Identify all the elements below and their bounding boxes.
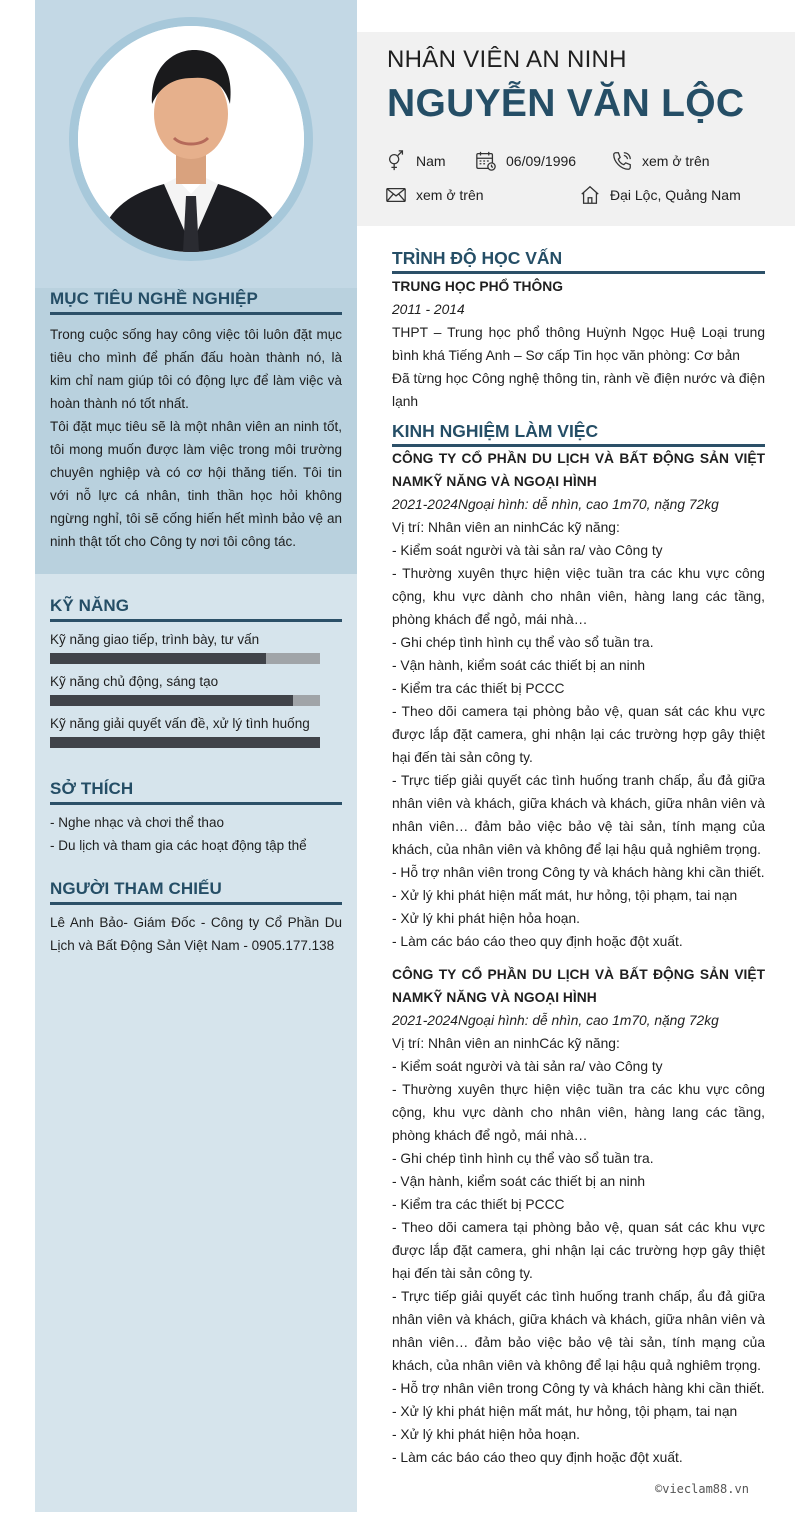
job-line: - Trực tiếp giải quyết các tình huống tranh chấp, ẩu đả giữa nhân viên và khách, giữa khách và khách, giữa nhân viên và nhân viên… đảm bảo việc bảo vệ tài sản, tính mạng của khách, của nhân viên và không để lại hậu quả nghiêm trọng. xyxy=(392,773,765,857)
main-content xyxy=(392,248,765,1469)
hobbies-heading: SỞ THÍCH xyxy=(50,779,342,805)
home-icon xyxy=(579,184,601,206)
job-line: - Thường xuyên thực hiện việc tuần tra các khu vực công cộng, khu vực dành cho nhân viên, hàng lang các tầng, phòng khách để ngỏ, mái nhà… xyxy=(392,1082,765,1143)
job-company: CÔNG TY CỔ PHẦN DU LỊCH VÀ BẤT ĐỘNG SẢN VIỆT NAMKỸ NĂNG VÀ NGOẠI HÌNH xyxy=(392,451,765,489)
skills-section xyxy=(50,596,342,748)
skill-item xyxy=(50,714,342,748)
job-line: - Kiểm tra các thiết bị PCCC xyxy=(392,1197,565,1212)
objective-text xyxy=(50,323,342,553)
address-value: Đại Lộc, Quảng Nam xyxy=(610,187,741,203)
skill-label: Kỹ năng giải quyết vấn đề, xử lý tình huống xyxy=(50,716,310,731)
objective-paragraph: Tôi đặt mục tiêu sẽ là một nhân viên an ninh tốt, tôi mong muốn được làm việc trong môi trường chuyên nghiệp và có cơ hội thăng tiến. Tôi tin với nỗ lực cá nhân, tinh thần học hỏi không ngừng nghỉ, tôi sẽ cống hiến hết mình bảo vệ an ninh thật tốt cho Công ty nơi tôi công tác. xyxy=(50,419,342,549)
hobby-item: - Du lịch và tham gia các hoạt động tập thể xyxy=(50,838,307,853)
job-line: - Xử lý khi phát hiện hỏa hoạn. xyxy=(392,911,580,926)
birthday-info xyxy=(475,150,576,172)
objective-section xyxy=(50,289,342,553)
phone-icon xyxy=(611,150,633,172)
education-school: TRUNG HỌC PHỔ THÔNG xyxy=(392,279,563,294)
job-period: 2021-2024Ngoại hình: dễ nhìn, cao 1m70, nặng 72kg xyxy=(392,497,719,512)
hobbies-section xyxy=(50,779,342,857)
skill-bar xyxy=(50,737,320,748)
job-line: - Theo dõi camera tại phòng bảo vệ, quan sát các khu vực được lắp đặt camera, ghi nhận lại các trường hợp gây thiệt hại đến tài sản công ty. xyxy=(392,704,765,765)
job-line: - Ghi chép tình hình cụ thể vào sổ tuần tra. xyxy=(392,1151,654,1166)
job-line: - Hỗ trợ nhân viên trong Công ty và khách hàng khi cần thiết. xyxy=(392,865,765,880)
birthday-value: 06/09/1996 xyxy=(506,153,577,169)
job-line: - Vận hành, kiểm soát các thiết bị an ninh xyxy=(392,658,646,673)
job-line: - Làm các báo cáo theo quy định hoặc đột xuất. xyxy=(392,934,683,949)
job-line: Vị trí: Nhân viên an ninhCác kỹ năng: xyxy=(392,520,620,535)
job-line: - Vận hành, kiểm soát các thiết bị an ninh xyxy=(392,1174,646,1189)
address-info xyxy=(579,184,741,206)
job-period: 2021-2024Ngoại hình: dễ nhìn, cao 1m70, nặng 72kg xyxy=(392,1013,719,1028)
skill-bar-fill xyxy=(50,695,293,706)
references-section xyxy=(50,879,342,957)
job-line: - Kiểm soát người và tài sản ra/ vào Công ty xyxy=(392,1059,663,1074)
watermark: ©vieclam88.vn xyxy=(655,1482,749,1496)
skill-bar-fill xyxy=(50,653,266,664)
skill-label: Kỹ năng chủ động, sáng tạo xyxy=(50,674,219,689)
education-body xyxy=(392,275,765,413)
gender-value: Nam xyxy=(416,153,446,169)
job-line: - Xử lý khi phát hiện mất mát, hư hỏng, tội phạm, tai nạn xyxy=(392,888,738,903)
phone-info xyxy=(611,150,710,172)
job-line: - Xử lý khi phát hiện mất mát, hư hỏng, tội phạm, tai nạn xyxy=(392,1404,738,1419)
skill-bar xyxy=(50,695,320,706)
education-heading: TRÌNH ĐỘ HỌC VẤN xyxy=(392,248,765,274)
objective-heading: MỤC TIÊU NGHỀ NGHIỆP xyxy=(50,289,342,315)
job-line: - Theo dõi camera tại phòng bảo vệ, quan sát các khu vực được lắp đặt camera, ghi nhận lại các trường hợp gây thiệt hại đến tài sản công ty. xyxy=(392,1220,765,1281)
skill-bar xyxy=(50,653,320,664)
avatar xyxy=(69,17,313,261)
education-line: Đã từng học Công nghệ thông tin, rành về điện nước và điện lạnh xyxy=(392,371,765,409)
calendar-icon xyxy=(475,150,497,172)
gender-icon xyxy=(385,150,407,172)
job-company: CÔNG TY CỔ PHẦN DU LỊCH VÀ BẤT ĐỘNG SẢN VIỆT NAMKỸ NĂNG VÀ NGOẠI HÌNH xyxy=(392,967,765,1005)
references-heading: NGƯỜI THAM CHIẾU xyxy=(50,879,342,905)
job-entry xyxy=(392,447,765,953)
job-title: NHÂN VIÊN AN NINH xyxy=(387,46,627,73)
skill-item xyxy=(50,672,342,706)
skill-label: Kỹ năng giao tiếp, trình bày, tư vấn xyxy=(50,632,260,647)
skill-bar-fill xyxy=(50,737,320,748)
job-line: Vị trí: Nhân viên an ninhCác kỹ năng: xyxy=(392,1036,620,1051)
sidebar-photo-area xyxy=(35,0,357,288)
job-entry xyxy=(392,963,765,1469)
objective-paragraph: Trong cuộc sống hay công việc tôi luôn đặt mục tiêu cho mình để phấn đấu hoàn thành nó, là kim chỉ nam giúp tôi có động lực để làm việc và hoàn thành nó tốt nhất. xyxy=(50,327,342,411)
job-line: - Trực tiếp giải quyết các tình huống tranh chấp, ẩu đả giữa nhân viên và khách, giữa khách và khách, giữa nhân viên và nhân viên… đảm bảo việc bảo vệ tài sản, tính mạng của khách, của nhân viên và không để lại hậu quả nghiêm trọng. xyxy=(392,1289,765,1373)
job-line: - Hỗ trợ nhân viên trong Công ty và khách hàng khi cần thiết. xyxy=(392,1381,765,1396)
job-line: - Thường xuyên thực hiện việc tuần tra các khu vực công cộng, khu vực dành cho nhân viên, hàng lang các tầng, phòng khách để ngỏ, mái nhà… xyxy=(392,566,765,627)
portrait-photo-icon xyxy=(78,26,304,252)
header xyxy=(357,32,795,226)
email-info xyxy=(385,184,484,206)
job-line: - Làm các báo cáo theo quy định hoặc đột xuất. xyxy=(392,1450,683,1465)
job-line: - Ghi chép tình hình cụ thể vào sổ tuần tra. xyxy=(392,635,654,650)
education-period: 2011 - 2014 xyxy=(392,302,465,317)
education-line: THPT – Trung học phổ thông Huỳnh Ngọc Huệ Loại trung bình khá Tiếng Anh – Sơ cấp Tin học văn phòng: Cơ bản xyxy=(392,325,765,363)
full-name: NGUYỄN VĂN LỘC xyxy=(387,82,745,125)
experience-section xyxy=(392,421,765,1469)
references-text: Lê Anh Bảo- Giám Đốc - Công ty Cổ Phần Du Lịch và Bất Động Sản Việt Nam - 0905.177.138 xyxy=(50,915,342,953)
hobbies-list xyxy=(50,811,342,857)
job-line: - Kiểm soát người và tài sản ra/ vào Công ty xyxy=(392,543,663,558)
education-section xyxy=(392,248,765,413)
experience-heading: KINH NGHIỆM LÀM VIỆC xyxy=(392,421,765,447)
gender-info xyxy=(385,150,446,172)
hobby-item: - Nghe nhạc và chơi thể thao xyxy=(50,815,224,830)
sidebar xyxy=(35,0,357,1512)
phone-value: xem ở trên xyxy=(642,153,710,169)
email-value: xem ở trên xyxy=(416,187,484,203)
skills-heading: KỸ NĂNG xyxy=(50,596,342,622)
skill-item xyxy=(50,630,342,664)
mail-icon xyxy=(385,184,407,206)
job-line: - Kiểm tra các thiết bị PCCC xyxy=(392,681,565,696)
job-line: - Xử lý khi phát hiện hỏa hoạn. xyxy=(392,1427,580,1442)
